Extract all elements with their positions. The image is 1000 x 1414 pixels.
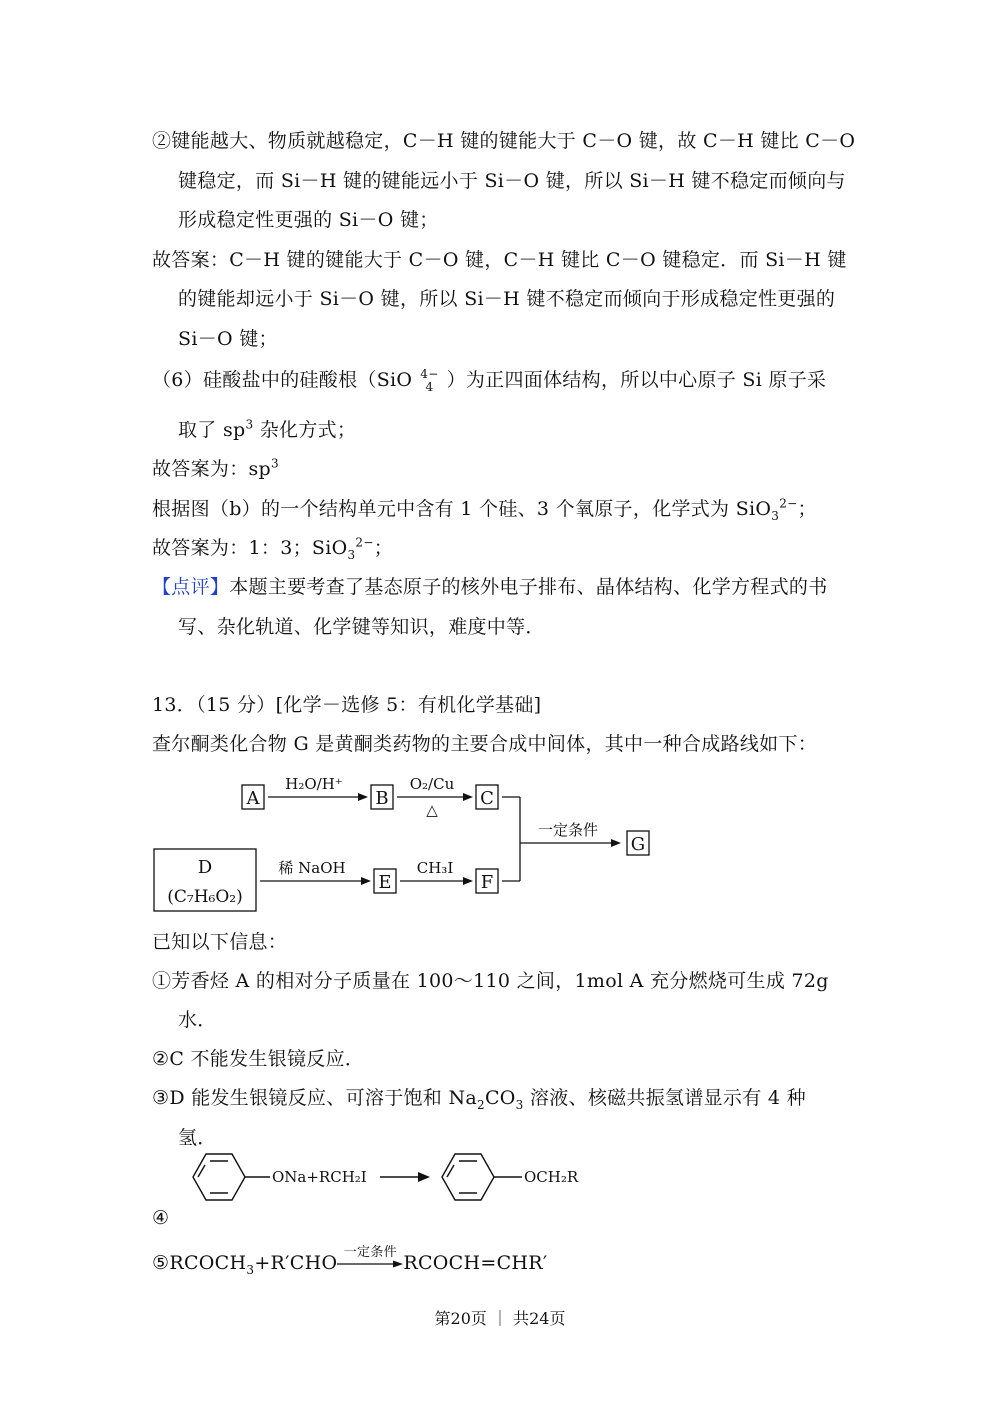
text-line-3: 形成稳定性更强的 Si－O 键；: [178, 209, 439, 231]
info-3: ③D 能发生银镜反应、可溶于饱和 $Na_2CO_3$ 溶液、核磁共振氢谱显示有 4 种: [152, 1087, 806, 1112]
question-13-intro: 查尔酮类化合物 G 是黄酮类药物的主要合成中间体，其中一种合成路线如下：: [152, 733, 818, 755]
product-och2r: OCH₂R: [524, 1168, 579, 1186]
page-footer: 第20页 ｜ 共24页: [434, 1309, 566, 1328]
phenoxide-reaction: [172, 1150, 592, 1230]
reagent-naoh: 稀 NaOH: [278, 859, 346, 877]
info-2: ②C 不能发生银镜反应．: [152, 1048, 365, 1070]
compound-b: B: [375, 788, 389, 809]
reagent-o2-cu: O₂/Cu: [409, 775, 455, 793]
condition-label: 一定条件: [343, 1245, 397, 1260]
text-line-1: ②键能越大、物质就越稳定，C－H 键的键能大于 C－O 键，故 C－H 键比 C－O: [152, 130, 856, 152]
compound-e: E: [378, 872, 392, 893]
reagent-heat: △: [426, 801, 438, 819]
compound-a: A: [246, 788, 260, 809]
text-line-9: 故答案为：$sp^3$: [152, 456, 279, 480]
info-1: ①芳香烃 A 的相对分子质量在 100～110 之间，1mol A 充分燃烧可生成 72g: [152, 970, 829, 992]
text-line-11: 故答案为：1：3；SiO$_3^{2-}$；: [152, 535, 393, 562]
reagent-condition: 一定条件: [537, 821, 599, 839]
text-line-2: 键稳定，而 Si－H 键的键能远小于 Si－O 键，所以 Si－H 键不稳定而倾向与: [178, 170, 846, 192]
compound-f: F: [480, 872, 494, 893]
text-line-5: 的键能却远小于 Si－O 键，所以 Si－H 键不稳定而倾向于形成稳定性更强的: [178, 288, 836, 310]
text-line-7: （6）硅酸盐中的硅酸根（SiO 4− 4 ）为正四面体结构，所以中心原子 Si 原子采: [152, 367, 827, 394]
info-5: $⑤RCOCH_3+R'CHO$ 一定条件 RCOCH=CHR′: [152, 1251, 548, 1275]
info-3-cont: 氢．: [178, 1127, 217, 1149]
compound-c: C: [480, 788, 494, 809]
review-line: 【点评】本题主要考查了基态原子的核外电子排布、晶体结构、化学方程式的书: [152, 576, 828, 598]
text-line-6: Si－O 键；: [178, 328, 278, 350]
info-1-cont: 水．: [178, 1009, 217, 1031]
text-line-10: 根据图（b）的一个结构单元中含有 1 个硅、3 个氧原子，化学式为 SiO$_3^{2-}$；: [152, 496, 817, 523]
text-line-4: 故答案：C－H 键的键能大于 C－O 键，C－H 键比 C－O 键稳定．而 Si－H 键: [152, 249, 847, 271]
known-info-heading: 已知以下信息：: [152, 931, 288, 953]
text-line-8: 取了 $sp^3$ 杂化方式；: [178, 417, 357, 441]
compound-g: G: [630, 834, 646, 855]
text-line-13: 写、杂化轨道、化学键等知识，难度中等．: [178, 616, 545, 638]
question-13-header: 13．（15 分）[化学－选修 5：有机化学基础]: [152, 694, 542, 716]
condition-arrow: [337, 1245, 403, 1269]
reagent-ch3i: CH₃I: [416, 859, 454, 877]
info-4-number: ④: [152, 1207, 170, 1229]
reagent-h2o-h: H₂O/H⁺: [285, 775, 343, 793]
compound-d: D: [197, 857, 213, 878]
silicate-charge: 4− 4: [420, 367, 439, 394]
synthesis-scheme: [152, 765, 662, 915]
compound-d-formula: (C₇H₆O₂): [167, 887, 243, 907]
review-tag: 【点评】: [152, 576, 230, 598]
reactant-onar: ONa+RCH₂I: [272, 1168, 367, 1186]
